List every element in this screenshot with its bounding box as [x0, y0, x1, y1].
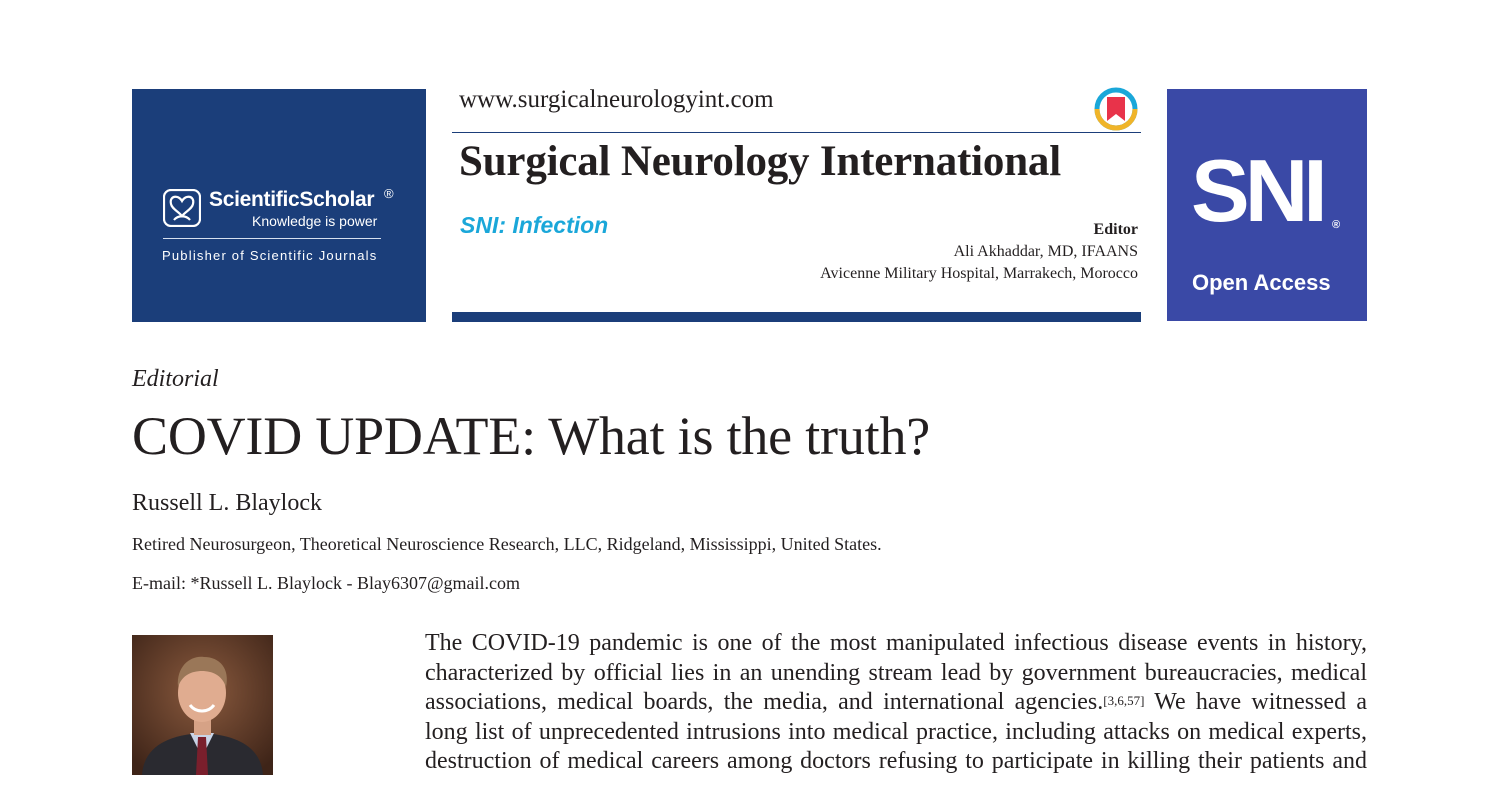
- journal-url[interactable]: www.surgicalneurologyint.com: [459, 86, 774, 113]
- publisher-name: ScientificScholar: [209, 188, 375, 211]
- publisher-tagline: Knowledge is power: [252, 213, 378, 229]
- body-line-text: associations, medical boards, the media, and international agencies.: [425, 689, 1104, 715]
- body-line: characterized by official lies in an unending stream lead by government bureaucracies, medical: [425, 659, 1367, 686]
- journal-section: SNI: Infection: [460, 212, 609, 238]
- body-line-with-citation: [425, 688, 1367, 718]
- editor-label: Editor: [1093, 221, 1138, 238]
- header-bottom-bar: [452, 312, 1141, 322]
- editor-affiliation: Avicenne Military Hospital, Marrakech, Morocco: [820, 265, 1138, 282]
- editor-name: Ali Akhaddar, MD, IFAANS: [953, 243, 1138, 260]
- body-line-text: We have witnessed a: [1154, 689, 1367, 715]
- publisher-registered-mark: ®: [384, 186, 394, 201]
- open-access-label: Open Access: [1192, 270, 1331, 295]
- publisher-logo-block: [132, 89, 426, 322]
- header-divider: [452, 132, 1141, 133]
- article-body: [425, 629, 1367, 777]
- article-type: Editorial: [132, 366, 219, 392]
- citation-reference[interactable]: [3,6,57]: [1103, 693, 1145, 708]
- body-line: long list of unprecedented intrusions into medical practice, including attacks on medical experts,: [425, 718, 1367, 745]
- publisher-divider: [163, 238, 381, 239]
- sni-registered-mark: ®: [1332, 219, 1341, 231]
- author-affiliation: Retired Neurosurgeon, Theoretical Neuroscience Research, LLC, Ridgeland, Mississippi, United States.: [132, 534, 882, 554]
- bookmark-badge-icon: [1094, 87, 1138, 131]
- article-title: COVID UPDATE: What is the truth?: [132, 406, 931, 466]
- body-line: destruction of medical careers among doctors refusing to participate in killing their patients and: [425, 748, 1367, 774]
- publisher-subtitle: Publisher of Scientific Journals: [162, 248, 378, 263]
- editor-block: [820, 219, 1138, 285]
- sni-mark: SNI: [1191, 141, 1323, 240]
- author-name: Russell L. Blaylock: [132, 490, 322, 516]
- email-value[interactable]: *Russell L. Blaylock - Blay6307@gmail.com: [190, 573, 521, 593]
- author-portrait-icon: [132, 635, 273, 775]
- journal-title: Surgical Neurology International: [459, 138, 1061, 185]
- scientific-scholar-logo-icon: [163, 189, 201, 227]
- sni-open-access-block: [1167, 89, 1367, 321]
- author-email[interactable]: [132, 573, 520, 594]
- email-label: E-mail:: [132, 573, 186, 593]
- body-line: The COVID-19 pandemic is one of the most manipulated infectious disease events in history,: [425, 630, 1367, 656]
